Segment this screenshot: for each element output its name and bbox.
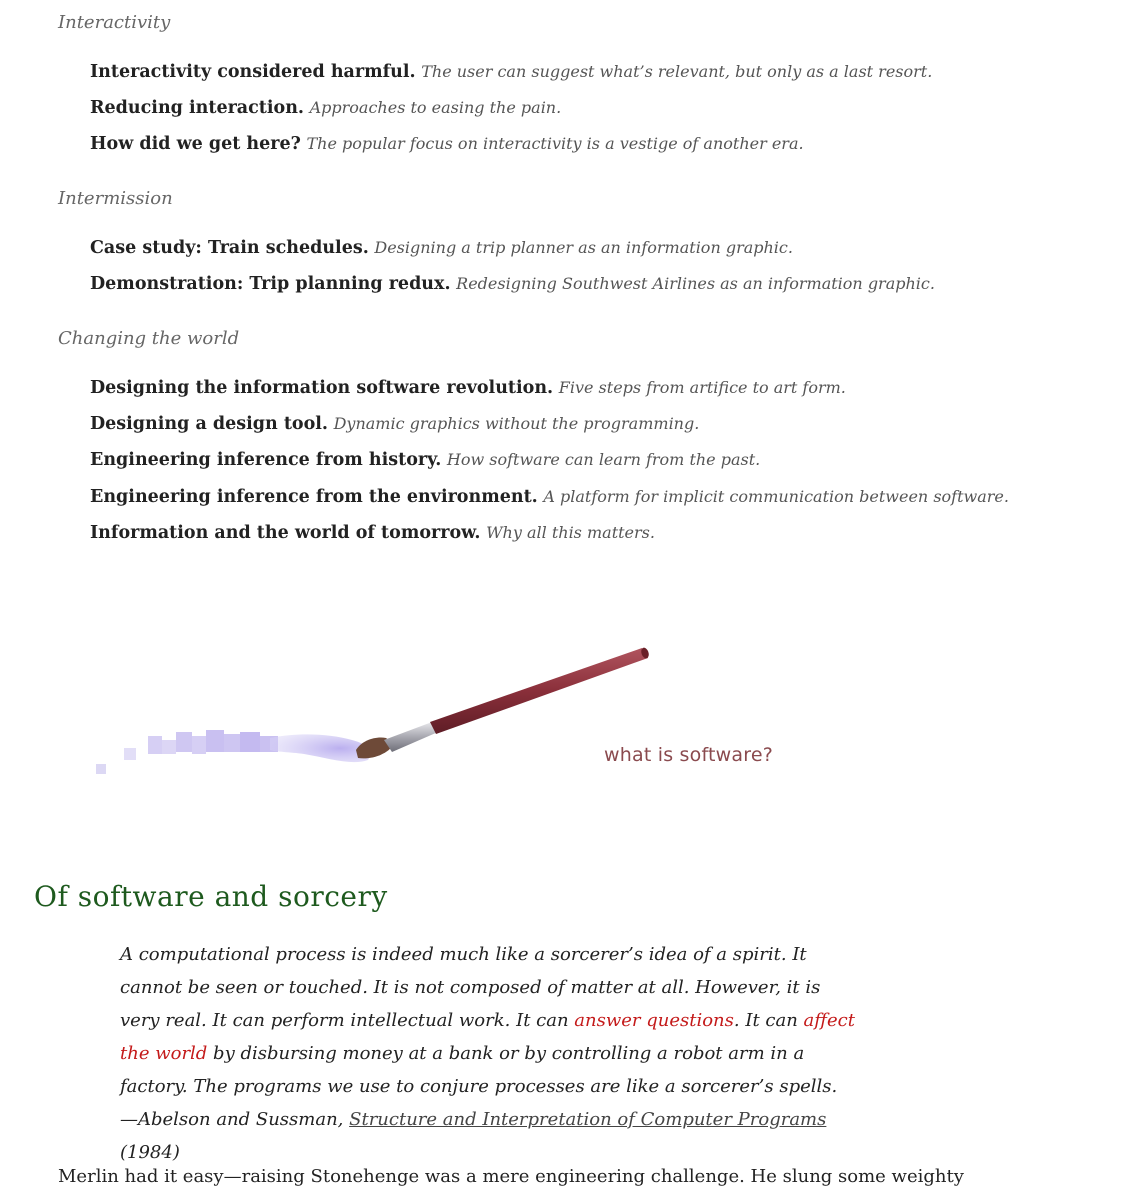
toc-entry-desc: The user can suggest what’s relevant, but only as a last resort. <box>421 62 933 81</box>
attribution-year: (1984) <box>120 1142 180 1163</box>
toc-entry-software-revolution[interactable] <box>90 378 846 398</box>
toc-entry-title[interactable]: Interactivity considered harmful. <box>90 62 416 82</box>
toc-entry-desc: Designing a trip planner as an information graphic. <box>374 238 793 257</box>
toc-entry-title[interactable]: Information and the world of tomorrow. <box>90 523 481 543</box>
quote-text: by disbursing money at a bank or by controlling a robot arm in a factory. The programs we use to conjure processes are like a sorcerer’s spells. <box>120 1043 838 1097</box>
toc-entry-desc: The popular focus on interactivity is a vestige of another era. <box>306 134 804 153</box>
toc-entry-title[interactable]: Engineering inference from history. <box>90 450 442 470</box>
toc-entry-desc: Approaches to easing the pain. <box>309 98 562 117</box>
affect-the-world-link[interactable]: affect the world <box>120 1010 855 1064</box>
toc-entry-title[interactable]: How did we get here? <box>90 134 301 154</box>
paint-stroke-trail <box>96 730 278 774</box>
toc-entry-world-of-tomorrow[interactable] <box>90 523 655 543</box>
toc-entry-trip-planning-redux[interactable] <box>90 274 935 294</box>
brush-ferrule <box>384 722 438 752</box>
toc-entry-title[interactable]: Reducing interaction. <box>90 98 305 118</box>
quote-text: . It can <box>733 1010 804 1031</box>
paintbrush-illustration <box>90 640 810 790</box>
sicp-book-link[interactable]: Structure and Interpretation of Computer Programs <box>349 1109 827 1130</box>
toc-entry-desc: How software can learn from the past. <box>446 450 761 469</box>
toc-entry-interactivity-harmful[interactable] <box>90 62 932 82</box>
toc-entry-title[interactable]: Designing the information software revolution. <box>90 378 554 398</box>
epigraph-quote <box>120 938 860 1169</box>
section-heading-intermission: Intermission <box>58 188 173 209</box>
attribution-authors: —Abelson and Sussman, <box>120 1109 350 1130</box>
toc-entry-desc: Five steps from artifice to art form. <box>558 378 846 397</box>
toc-entry-desc: Why all this matters. <box>486 523 655 542</box>
toc-entry-title[interactable]: Engineering inference from the environment. <box>90 487 538 507</box>
chapter-title: Of software and sorcery <box>34 880 388 913</box>
paint-stroke <box>270 734 370 762</box>
section-heading-changing-the-world: Changing the world <box>58 328 240 349</box>
toc-entry-title[interactable]: Demonstration: Trip planning redux. <box>90 274 451 294</box>
toc-entry-train-schedules[interactable] <box>90 238 793 258</box>
toc-entry-how-did-we-get-here[interactable] <box>90 134 804 154</box>
quote-text: A computational process is indeed much like a sorcerer’s idea of a spirit. It cannot be seen or touched. It is not composed of matter at all. However, it is very real. It can perform intellectual work. It can <box>120 944 821 1031</box>
answer-questions-link[interactable]: answer questions <box>574 1010 734 1031</box>
toc-entry-desc: A platform for implicit communication between software. <box>543 487 1009 506</box>
toc-entry-desc: Dynamic graphics without the programming. <box>333 414 700 433</box>
toc-entry-design-tool[interactable] <box>90 414 699 434</box>
toc-entry-title[interactable]: Case study: Train schedules. <box>90 238 369 258</box>
toc-entry-desc: Redesigning Southwest Airlines as an information graphic. <box>456 274 935 293</box>
toc-entry-inference-history[interactable] <box>90 450 760 470</box>
toc-entry-title[interactable]: Designing a design tool. <box>90 414 328 434</box>
quote-attribution <box>120 1103 860 1169</box>
section-heading-interactivity: Interactivity <box>58 12 171 33</box>
figure-caption: what is software? <box>604 744 774 766</box>
brush-handle <box>430 648 648 734</box>
toc-entry-inference-environment[interactable] <box>90 487 1009 507</box>
body-paragraph: Merlin had it easy—raising Stonehenge was a mere engineering challenge. He slung some weighty <box>58 1166 964 1187</box>
toc-entry-reducing-interaction[interactable] <box>90 98 561 118</box>
